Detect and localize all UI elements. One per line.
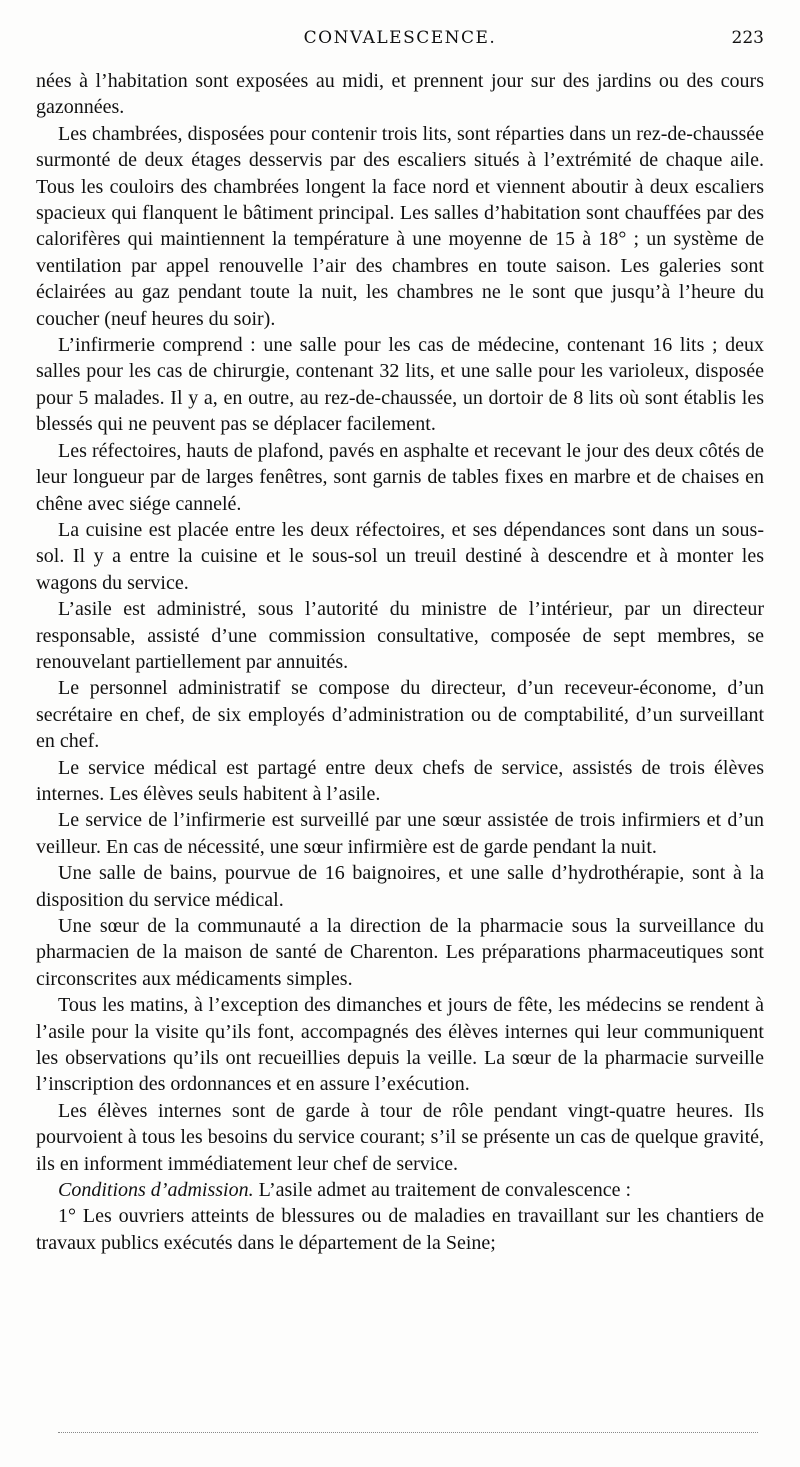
page-header (36, 28, 764, 52)
paragraph: La cuisine est placée entre les deux réfectoires, et ses dépendances sont dans un sous-sol. Il y a entre la cuisine et le sous-sol un treuil destiné à descendre et à monter les wagons du service. (36, 518, 764, 594)
paragraph: Les réfectoires, hauts de plafond, pavés en asphalte et recevant le jour des deux côtés de leur longueur par de larges fenêtres, sont garnis de tables fixes en marbre et de chaises en chêne avec siége cannelé. (36, 439, 764, 515)
paragraph: Une salle de bains, pourvue de 16 baignoires, et une salle d’hydrothérapie, sont à la disposition du service médical. (36, 862, 764, 911)
paragraph: Une sœur de la communauté a la direction de la pharmacie sous la surveillance du pharmacien de la maison de santé de Charenton. Les préparations pharmaceutiques sont circonscrites aux médicaments simples. (36, 915, 764, 990)
paragraph: nées à l’habitation sont exposées au midi, et prennent jour sur des jardins ou des cours gazonnées. (36, 70, 764, 119)
page-number: 223 (731, 28, 764, 48)
paragraph: Les élèves internes sont de garde à tour de rôle pendant vingt-quatre heures. Ils pourvoient à tous les besoins du service courant; s’il se présente un cas de quelque gravité, ils en informent immédiatement leur chef de service. (36, 1099, 764, 1175)
paragraph: L’infirmerie comprend : une salle pour les cas de médecine, contenant 16 lits ; deux salles pour les cas de chirurgie, contenant 32 lits, et une salle pour les varioleux, disposée pour 5 malades. Il y a, en outre, au rez-de-chaussée, un dortoir de 8 lits où sont établis les blessés qui ne peuvent pas se déplacer facilement. (36, 334, 764, 436)
paragraph: Tous les matins, à l’exception des dimanches et jours de fête, les médecins se rendent à l’asile pour la visite qu’ils font, accompagnés des élèves internes qui leur communiquent les observations qu’ils ont recueillies depuis la veille. La sœur de la pharmacie surveille l’inscription des ordonnances et en assure l’exécution. (36, 994, 764, 1096)
admission-heading: Conditions d’admission. (58, 1179, 254, 1202)
body-text (36, 68, 764, 1256)
footer-rule (58, 1432, 758, 1433)
paragraph: Le personnel administratif se compose du directeur, d’un receveur-économe, d’un secrétaire en chef, de six employés d’administration ou de comptabilité, d’un surveillant en chef. (36, 677, 764, 753)
paragraph: Le service médical est partagé entre deux chefs de service, assistés de trois élèves internes. Les élèves seuls habitent à l’asile. (36, 756, 764, 805)
page (36, 28, 764, 1256)
paragraph: L’asile est administré, sous l’autorité du ministre de l’intérieur, par un directeur responsable, assisté d’une commission consultative, composée de sept membres, se renouvelant partiellement par annuités. (36, 598, 764, 673)
admission-paragraph (36, 1177, 764, 1203)
paragraph: Les chambrées, disposées pour contenir trois lits, sont réparties dans un rez-de-chaussée surmonté de deux étages desservis par des escaliers situés à l’extrémité de chaque aile. Tous les couloirs des chambrées longent la face nord et viennent aboutir à deux escaliers spacieux qui flanquent le bâtiment principal. Les salles d’habitation sont chauffées par des calorifères qui maintiennent la température à une moyenne de 15 à 18° ; un système de ventilation par appel renouvelle l’air des chambres en toute saison. Les galeries sont éclairées au gaz pendant toute la nuit, les chambres ne le sont que jusqu’à l’heure du coucher (neuf heures du soir). (36, 122, 764, 330)
paragraph: 1° Les ouvriers atteints de blessures ou de maladies en travaillant sur les chantiers de travaux publics exécutés dans le département de la Seine; (36, 1205, 764, 1254)
running-title: CONVALESCENCE. (303, 28, 497, 48)
paragraph: Le service de l’infirmerie est surveillé par une sœur assistée de trois infirmiers et d’un veilleur. En cas de nécessité, une sœur infirmière est de garde pendant la nuit. (36, 809, 764, 858)
admission-text: L’asile admet au traitement de convalescence : (253, 1179, 631, 1202)
